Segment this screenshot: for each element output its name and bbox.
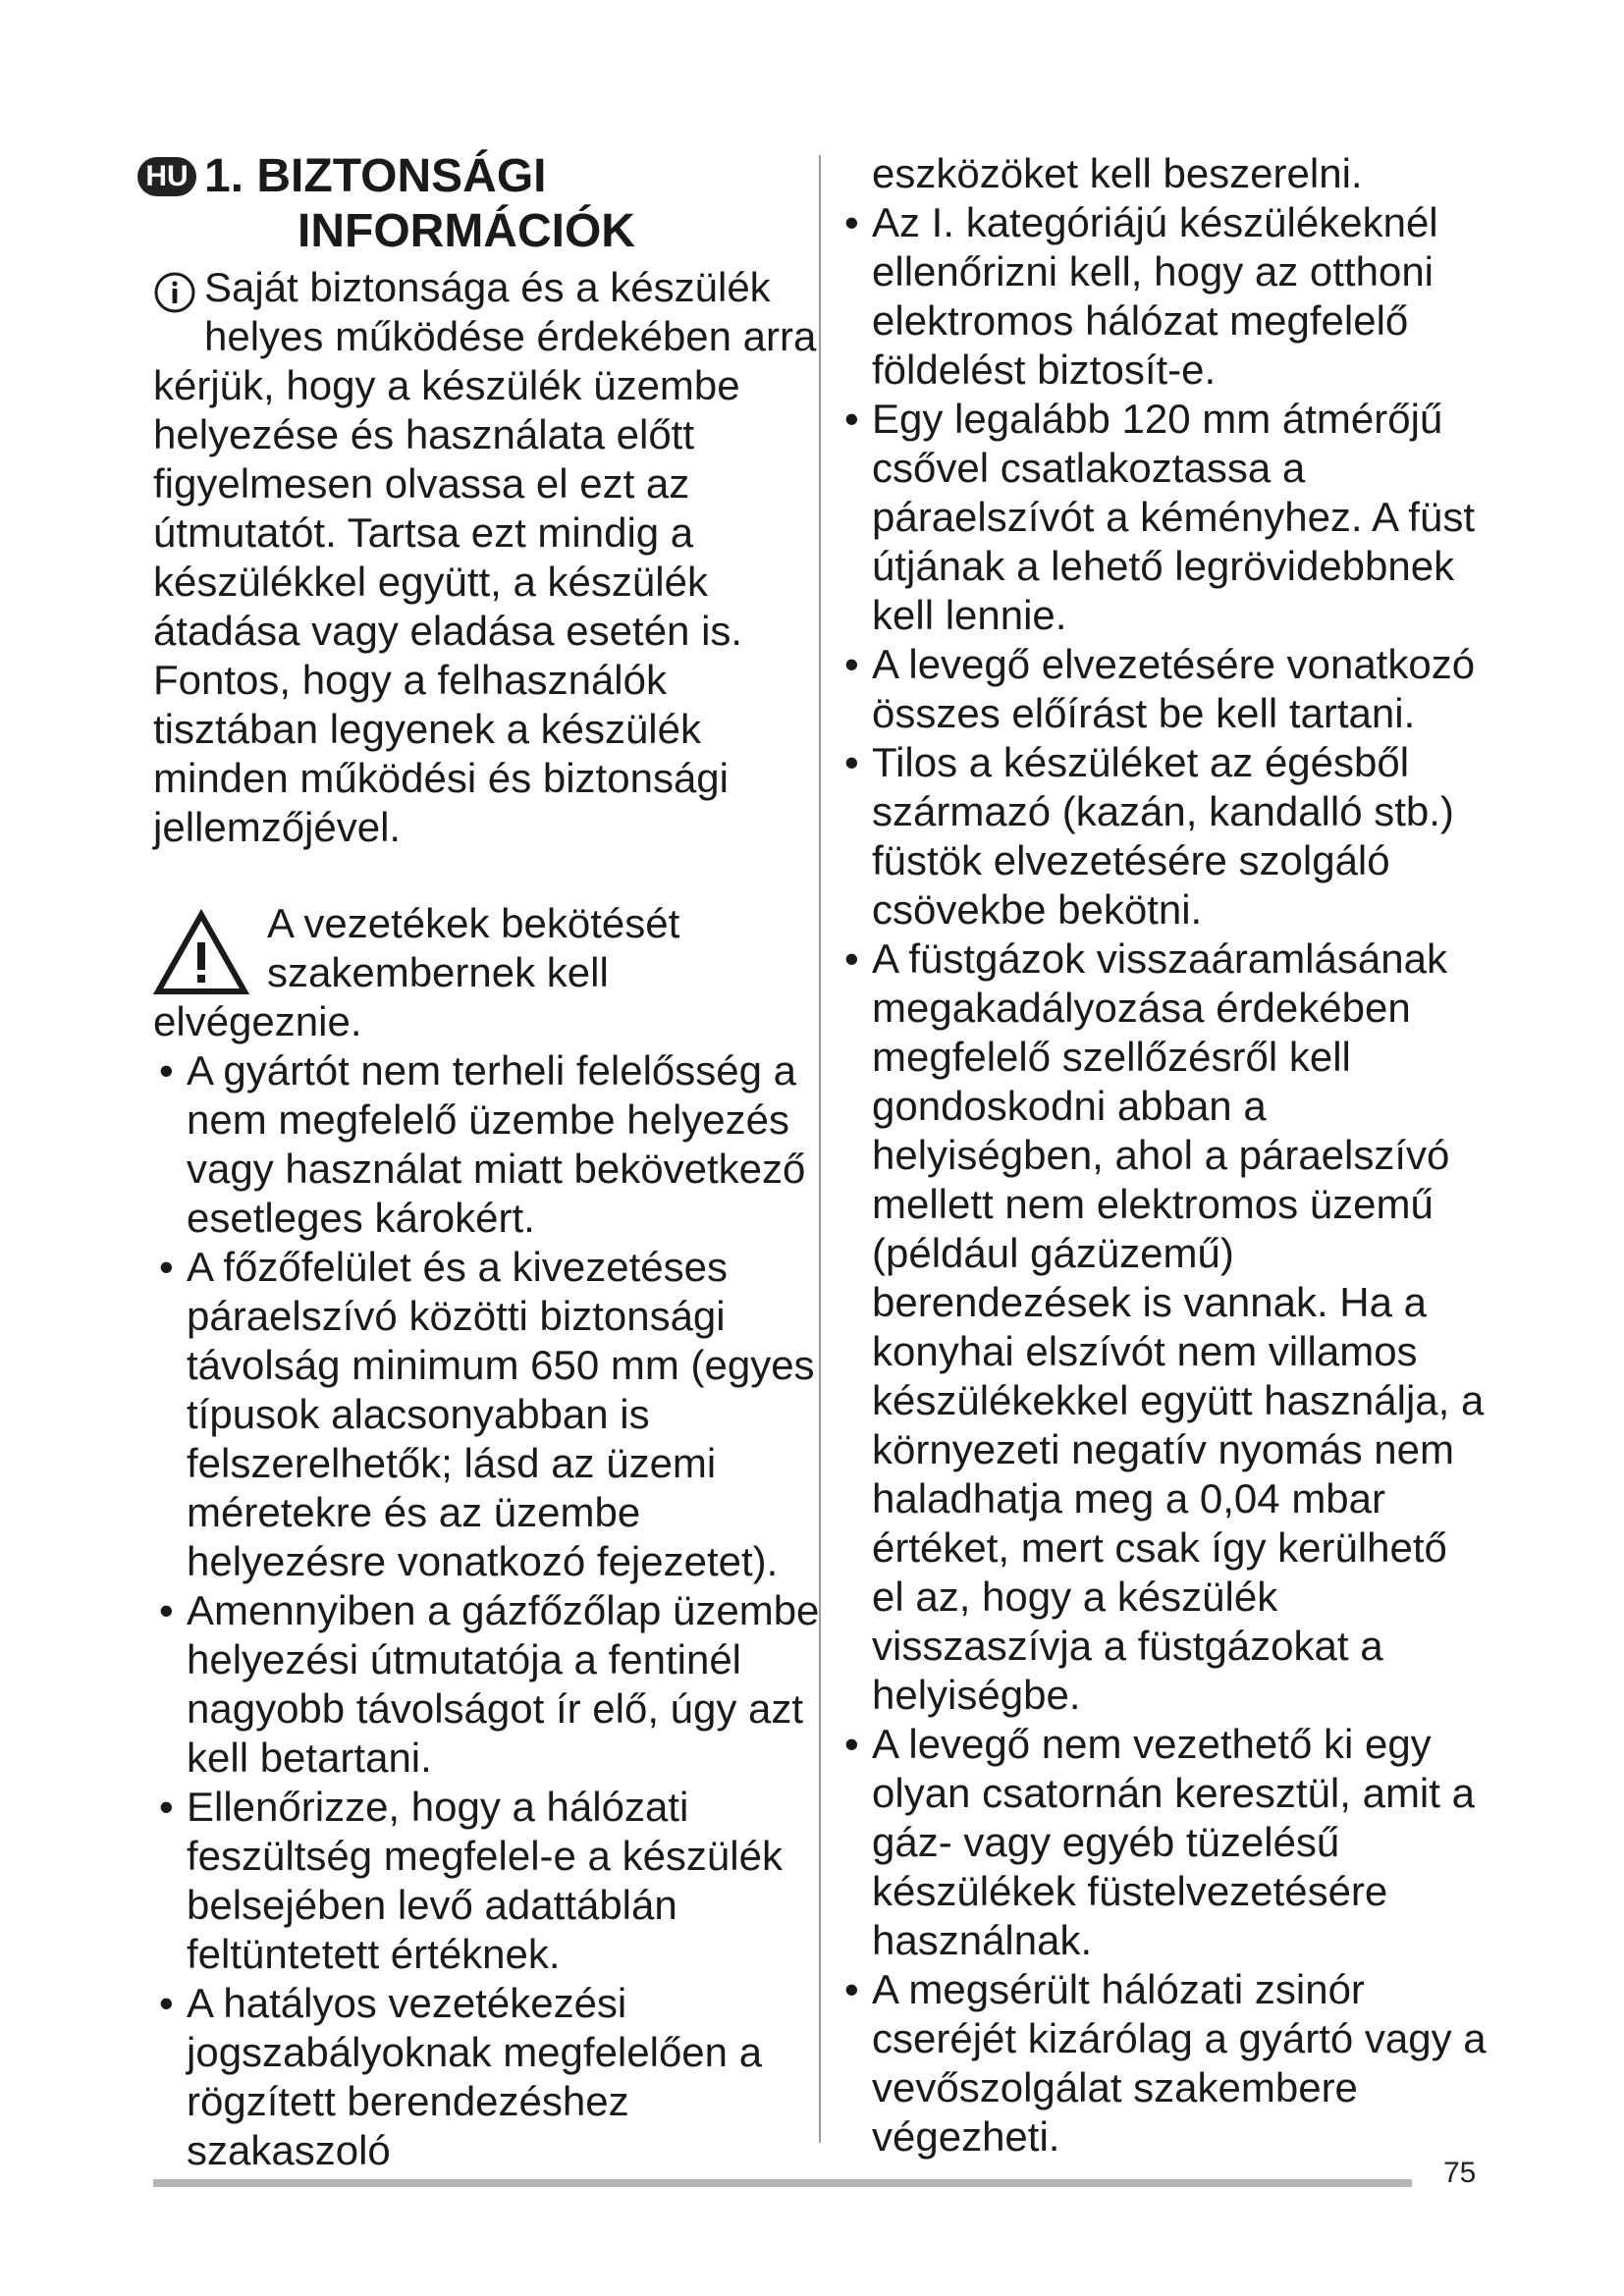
list-item: • Az I. kategóriájú készülékeknél ellenőrizni kell, hogy az otthoni elektromos hálózat megfelelő földelést biztosít-e. bbox=[839, 198, 1487, 395]
intro-text: Saját biztonsága és a készülék helyes működése érdekében arra kérjük, hogy a készülék üzembe helyezése és használata előtt figyelmesen olvassa el ezt az útmutatót. Tartsa ezt mindig a készülékkel együtt, a készülék átadása vagy eladása esetén is. Fontos, hogy a felhasználók tisztában legyenek a készülék minden működési és biztonsági jellemzőjével. bbox=[153, 264, 817, 850]
left-column bbox=[145, 149, 821, 2175]
right-bullet-list bbox=[839, 198, 1487, 2162]
list-item: • A füstgázok visszaáramlásának megakadályozása érdekében megfelelő szellőzésről kell gondoskodni abban a helyiségben, ahol a páraelszívó mellett nem elektromos üzemű (például gázüzemű) berendezések is vannak. Ha a konyhai elszívót nem villamos készülékekkel együtt használja, a környezeti negatív nyomás nem haladhatja meg a 0,04 mbar értéket, mert csak így kerülhető el az, hogy a készülék visszaszívja a füstgázokat a helyiségbe. bbox=[839, 934, 1487, 1720]
list-item: • A hatályos vezetékezési jogszabályoknak megfelelően a rögzített berendezéshez szakaszoló bbox=[153, 1979, 821, 2175]
intro-block bbox=[153, 263, 821, 852]
list-item: • A főzőfelület és a kivezetéses páraelszívó közötti biztonsági távolság minimum 650 mm (egyes típusok alacsonyabban is felszerelhetők; lásd az üzemi méretekre és az üzembe helyezésre vonatkozó fejezetet). bbox=[153, 1243, 821, 1586]
language-badge: HU bbox=[137, 157, 196, 196]
right-column bbox=[839, 149, 1487, 2162]
warning-block bbox=[153, 899, 821, 1046]
heading-line-2: INFORMÁCIÓK bbox=[298, 205, 635, 257]
continued-text: eszközöket kell beszerelni. bbox=[872, 150, 1363, 196]
left-bullet-list bbox=[153, 1046, 821, 2175]
footer-rule bbox=[153, 2179, 1412, 2187]
column-divider bbox=[819, 155, 821, 2143]
warning-text: A vezetékek bekötését szakembernek kell elvégeznie. bbox=[153, 900, 680, 1044]
list-item: • A levegő nem vezethető ki egy olyan csatornán keresztül, amit a gáz- vagy egyéb tüzelésű készülékek füstelvezetésére használnak. bbox=[839, 1720, 1487, 1965]
page-number: 75 bbox=[1443, 2157, 1477, 2189]
list-item: • A levegő elvezetésére vonatkozó összes előírást be kell tartani. bbox=[839, 640, 1487, 738]
section-heading bbox=[145, 149, 821, 259]
info-icon bbox=[153, 271, 196, 314]
heading-line-1: 1. BIZTONSÁGI bbox=[204, 150, 547, 202]
list-item: • Tilos a készüléket az égésből származó (kazán, kandalló stb.) füstök elvezetésére szolgáló csövekbe bekötni. bbox=[839, 738, 1487, 934]
list-item: • A gyártót nem terheli felelősség a nem megfelelő üzembe helyezés vagy használat miatt bekövetkező esetleges károkért. bbox=[153, 1046, 821, 1243]
warning-icon bbox=[153, 909, 249, 997]
list-item: • A megsérült hálózati zsinór cseréjét kizárólag a gyártó vagy a vevőszolgálat szakembere végezheti. bbox=[839, 1965, 1487, 2162]
list-item: • Amennyiben a gázfőzőlap üzembe helyezési útmutatója a fentinél nagyobb távolságot ír elő, úgy azt kell betartani. bbox=[153, 1586, 821, 1783]
list-item: • Egy legalább 120 mm átmérőjű csővel csatlakoztassa a páraelszívót a kéményhez. A füst útjának a lehető legrövidebbnek kell lennie. bbox=[839, 395, 1487, 640]
list-item: • Ellenőrizze, hogy a hálózati feszültség megfelel-e a készülék belsejében levő adattáblán feltüntetett értéknek. bbox=[153, 1783, 821, 1979]
